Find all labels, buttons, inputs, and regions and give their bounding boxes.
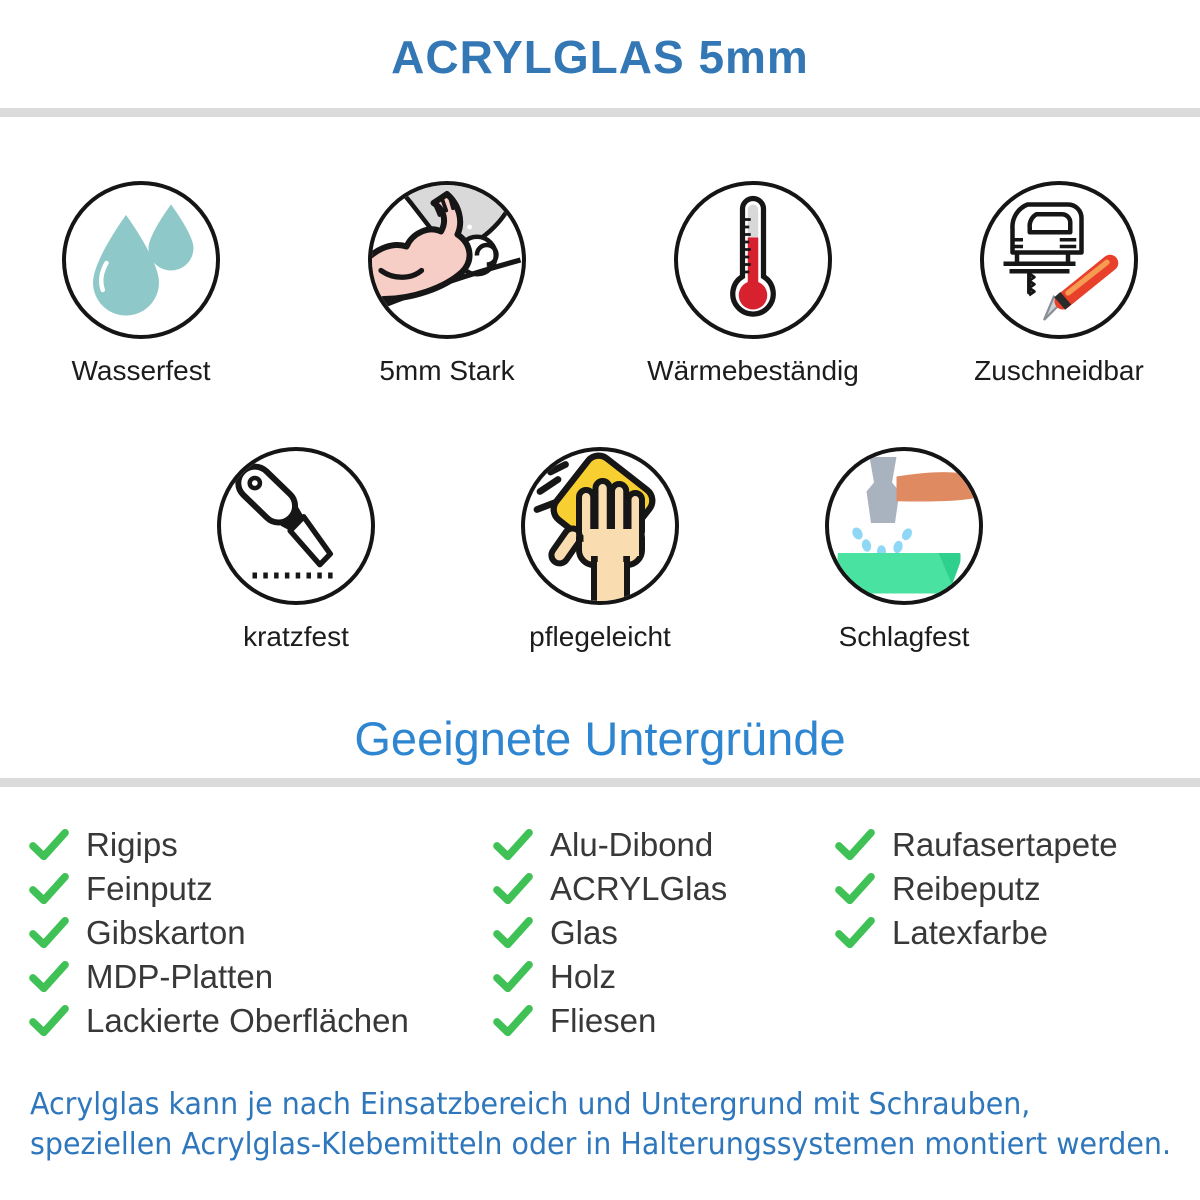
feature-wasserfest xyxy=(26,181,256,387)
list-item: Lackierte Oberflächen xyxy=(28,999,492,1043)
page-title: ACRYLGLAS 5mm xyxy=(391,31,809,83)
feature-row-1 xyxy=(0,181,1200,387)
substrates-heading: Geeignete Untergründe xyxy=(354,712,846,765)
feature-waermebestaendig xyxy=(638,181,868,387)
divider xyxy=(0,778,1200,787)
jigsaw-cutter-icon xyxy=(980,181,1138,339)
cleaning-hand-icon xyxy=(521,447,679,605)
feature-label: 5mm Stark xyxy=(379,355,515,386)
list-item: ACRYLGlas xyxy=(492,867,834,911)
list-item: Alu-Dibond xyxy=(492,823,834,867)
substrates-column-1 xyxy=(20,823,492,1043)
feature-label: Wasserfest xyxy=(71,355,211,386)
check-icon xyxy=(492,916,534,950)
check-icon xyxy=(834,828,876,862)
list-item: Rigips xyxy=(28,823,492,867)
list-item: Reibeputz xyxy=(834,867,1180,911)
list-item: Latexfarbe xyxy=(834,911,1180,955)
list-item: Feinputz xyxy=(28,867,492,911)
water-drops-icon xyxy=(62,181,220,339)
mounting-note-line-1: Acrylglas kann je nach Einsatzbereich und Untergrund mit Schrauben, xyxy=(30,1087,1031,1122)
feature-label: kratzfest xyxy=(243,621,349,652)
list-item: Gibskarton xyxy=(28,911,492,955)
substrates-checklist xyxy=(0,823,1200,1043)
list-item: Fliesen xyxy=(492,999,834,1043)
mounting-note xyxy=(0,1085,1200,1165)
feature-label: pflegeleicht xyxy=(529,621,671,652)
substrates-column-2 xyxy=(492,823,834,1043)
feature-label: Schlagfest xyxy=(838,621,970,652)
check-icon xyxy=(834,916,876,950)
substrates-column-3 xyxy=(834,823,1180,955)
check-icon xyxy=(492,872,534,906)
list-item: Glas xyxy=(492,911,834,955)
feature-label: Wärmebeständig xyxy=(647,355,859,386)
check-icon xyxy=(492,1004,534,1038)
feature-kratzfest xyxy=(181,447,411,653)
check-icon xyxy=(834,872,876,906)
list-item: Holz xyxy=(492,955,834,999)
feature-label: Zuschneidbar xyxy=(974,355,1144,386)
feature-zuschneidbar xyxy=(944,181,1174,387)
feature-5mm-stark xyxy=(332,181,562,387)
feature-schlagfest xyxy=(789,447,1019,653)
check-icon xyxy=(28,916,70,950)
divider xyxy=(0,108,1200,117)
check-icon xyxy=(28,872,70,906)
utility-knife-icon xyxy=(217,447,375,605)
flexed-arm-icon xyxy=(368,181,526,339)
check-icon xyxy=(28,960,70,994)
list-item: MDP-Platten xyxy=(28,955,492,999)
check-icon xyxy=(28,1004,70,1038)
check-icon xyxy=(28,828,70,862)
check-icon xyxy=(492,960,534,994)
check-icon xyxy=(492,828,534,862)
thermometer-icon xyxy=(674,181,832,339)
mounting-note-line-2: speziellen Acrylglas-Klebemitteln oder in Halterungssystemen montiert werden. xyxy=(30,1127,1172,1162)
list-item: Raufasertapete xyxy=(834,823,1180,867)
feature-pflegeleicht xyxy=(485,447,715,653)
hammer-impact-icon xyxy=(825,447,983,605)
feature-row-2 xyxy=(0,447,1200,653)
